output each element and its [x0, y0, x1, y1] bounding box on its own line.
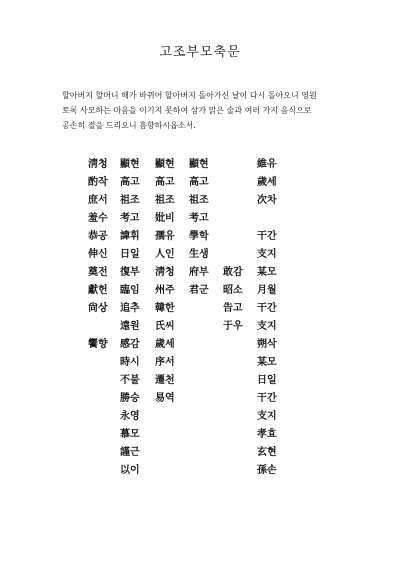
grid-cell: 月월: [257, 285, 277, 296]
grid-cell: 考고: [189, 213, 209, 224]
grid-cell: 尙상: [88, 303, 108, 314]
grid-cell: 維유: [257, 159, 277, 170]
grid-cell: 奠전: [88, 267, 108, 278]
grid-cell: 諱휘: [120, 231, 140, 242]
grid-cell: 玄현: [257, 447, 277, 458]
grid-cell: 敢감: [223, 267, 243, 278]
grid-cell: 高고: [189, 177, 209, 188]
grid-row: [0, 464, 400, 482]
grid-cell: 孺유: [155, 231, 175, 242]
grid-cell: 府부: [189, 267, 209, 278]
grid-row: [0, 176, 400, 194]
grid-cell: 永영: [120, 411, 140, 422]
grid-cell: 朔삭: [257, 339, 277, 350]
grid-cell: 次차: [257, 195, 277, 206]
grid-row: [0, 284, 400, 302]
grid-cell: 顯현: [120, 159, 140, 170]
grid-row: [0, 338, 400, 356]
grid-cell: 孝효: [257, 429, 277, 440]
intro-line: 토록 사모하는 마음을 이기지 못하여 삼가 맑은 술과 여러 가지 음식으로: [62, 106, 312, 115]
grid-cell: 祖조: [189, 195, 209, 206]
grid-cell: 獻헌: [88, 285, 108, 296]
grid-cell: 以이: [120, 465, 140, 476]
grid-row: [0, 194, 400, 212]
grid-cell: 高고: [155, 177, 175, 188]
grid-row: [0, 302, 400, 320]
document-title: 고조부모축문: [159, 45, 241, 60]
grid-cell: 干간: [257, 231, 277, 242]
grid-cell: 不불: [120, 375, 140, 386]
grid-cell: 臨임: [120, 285, 140, 296]
grid-cell: 追추: [120, 303, 140, 314]
grid-cell: 人인: [155, 249, 175, 260]
grid-cell: 歲세: [257, 177, 277, 188]
grid-cell: 祖조: [120, 195, 140, 206]
grid-row: [0, 320, 400, 338]
grid-cell: 高고: [120, 177, 140, 188]
grid-cell: 昭소: [223, 285, 243, 296]
grid-row: [0, 392, 400, 410]
grid-row: [0, 410, 400, 428]
grid-cell: 孫손: [257, 465, 277, 476]
grid-cell: 州주: [155, 285, 175, 296]
grid-cell: 支지: [257, 249, 277, 260]
grid-cell: 時시: [120, 357, 140, 368]
grid-row: [0, 446, 400, 464]
grid-cell: 某모: [257, 357, 277, 368]
grid-cell: 顯현: [155, 159, 175, 170]
grid-cell: 某모: [257, 267, 277, 278]
grid-cell: 恭공: [88, 231, 108, 242]
grid-cell: 干간: [257, 393, 277, 404]
grid-cell: 顯현: [189, 159, 209, 170]
grid-cell: 于우: [223, 321, 243, 332]
grid-cell: 妣비: [155, 213, 175, 224]
grid-cell: 序서: [155, 357, 175, 368]
grid-cell: 淸청: [88, 159, 108, 170]
grid-row: [0, 158, 400, 176]
grid-row: [0, 356, 400, 374]
grid-cell: 饗향: [88, 339, 108, 350]
memorial-text-grid: [0, 158, 400, 482]
grid-cell: 日일: [120, 249, 140, 260]
grid-row: [0, 266, 400, 284]
intro-paragraph: [62, 88, 362, 133]
grid-cell: 遷천: [155, 375, 175, 386]
grid-cell: 酌작: [88, 177, 108, 188]
grid-cell: 易역: [155, 393, 175, 404]
grid-cell: 羞수: [88, 213, 108, 224]
grid-cell: 慕모: [120, 429, 140, 440]
grid-row: [0, 248, 400, 266]
grid-cell: 祖조: [155, 195, 175, 206]
grid-cell: 庶서: [88, 195, 108, 206]
grid-cell: 謹근: [120, 447, 140, 458]
grid-cell: 日일: [257, 375, 277, 386]
grid-row: [0, 212, 400, 230]
grid-cell: 干간: [257, 303, 277, 314]
grid-cell: 支지: [257, 411, 277, 422]
grid-cell: 學학: [189, 231, 209, 242]
grid-row: [0, 428, 400, 446]
grid-cell: 韓한: [155, 303, 175, 314]
intro-line: 할아버지 할머니 해가 바뀌어 할아버지 돌아가신 날이 다시 돌아오니 영원: [62, 91, 317, 100]
grid-cell: 歲세: [155, 339, 175, 350]
grid-cell: 復부: [120, 267, 140, 278]
grid-cell: 告고: [223, 303, 243, 314]
grid-cell: 支지: [257, 321, 277, 332]
grid-cell: 遠원: [120, 321, 140, 332]
grid-cell: 淸청: [155, 267, 175, 278]
grid-cell: 考고: [120, 213, 140, 224]
grid-cell: 伸신: [88, 249, 108, 260]
grid-cell: 君군: [189, 285, 209, 296]
grid-cell: 生생: [189, 249, 209, 260]
grid-cell: 感감: [120, 339, 140, 350]
intro-line: 공손히 절을 드리오니 흠향하시옵소서.: [62, 121, 196, 130]
grid-cell: 勝승: [120, 393, 140, 404]
grid-row: [0, 230, 400, 248]
grid-row: [0, 374, 400, 392]
grid-cell: 氏씨: [155, 321, 175, 332]
